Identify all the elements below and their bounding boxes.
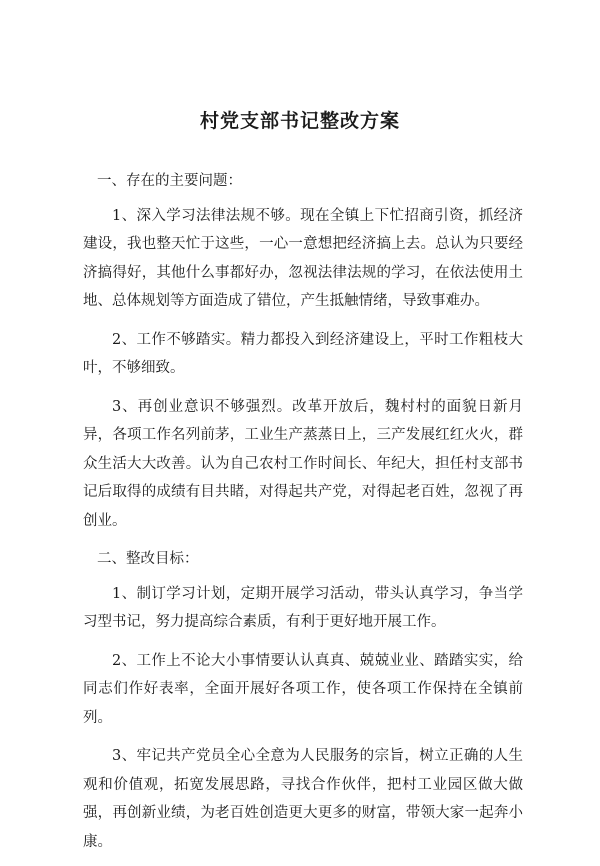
problem-paragraph-3: 3、再创业意识不够强烈。改革开放后，魏村村的面貌日新月异，各项工作名列前茅，工业生产蒸蒸日上，三产发展红红火火，群众生活大大改善。认为自己农村工作时间长、年纪大，担任村支部书记后取得的成绩有目共睹，对得起共产党，对得起老百姓，忽视了再创业。 bbox=[83, 398, 523, 529]
goal-paragraph-1: 1、制订学习计划，定期开展学习活动，带头认真学习，争当学习型书记，努力提高综合素质，有利于更好地开展工作。 bbox=[83, 585, 523, 630]
problem-paragraph-1: 1、深入学习法律法规不够。现在全镇上下忙招商引资，抓经济建设，我也整天忙于这些，一心一意想把经济搞上去。总认为只要经济搞得好，其他什么事都好办，忽视法律法规的学习，在依法使用土地、总体规划等方面造成了错位，产生抵触情绪，导致事难办。 bbox=[83, 207, 523, 309]
document-body bbox=[83, 167, 523, 866]
section-heading-problems: 一、存在的主要问题： bbox=[97, 173, 242, 189]
goal-paragraph-3: 3、牢记共产党员全心全意为人民服务的宗旨，树立正确的人生观和价值观，拓宽发展思路，寻找合作伙伴，把村工业园区做大做强，再创新业绩，为老百姓创造更大更多的财富，带领大家一起奔小康。 bbox=[83, 748, 523, 850]
goal-paragraph-2: 2、工作上不论大小事情要认认真真、兢兢业业、踏踏实实，给同志们作好表率，全面开展好各项工作，使各项工作保持在全镇前列。 bbox=[83, 652, 523, 726]
section-heading-goals: 二、整改目标： bbox=[97, 551, 199, 567]
document-title: 村党支部书记整改方案 bbox=[199, 110, 400, 132]
problem-paragraph-2: 2、工作不够踏实。精力都投入到经济建设上，平时工作粗枝大叶，不够细致。 bbox=[83, 331, 523, 376]
